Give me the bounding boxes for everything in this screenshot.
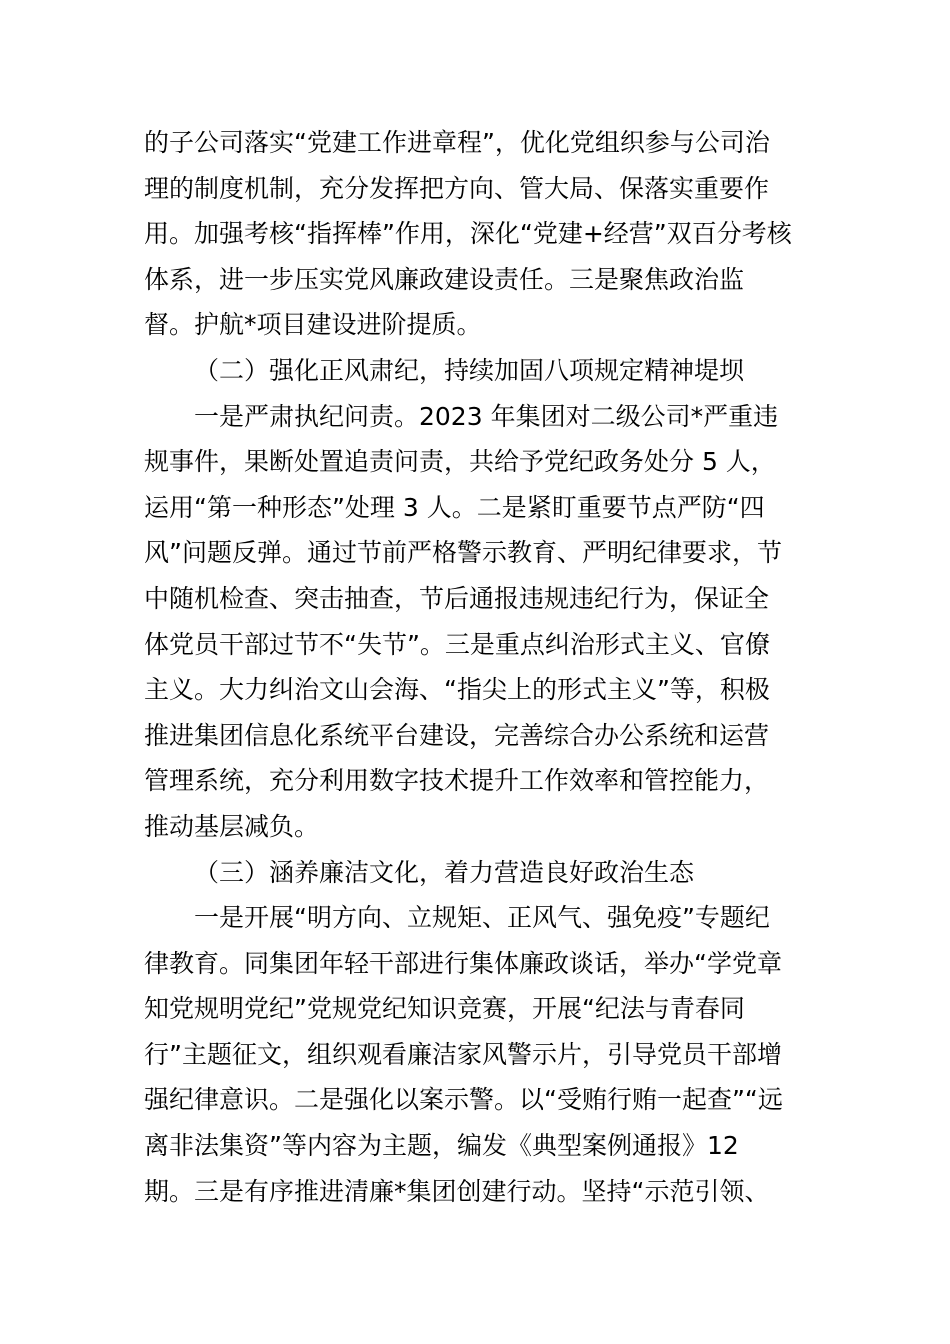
- text-line: 规事件，果断处置追责问责，共给予党纪政务处分 5 人，: [144, 447, 776, 477]
- text-line: 风”问题反弹。通过节前严格警示教育、严明纪律要求，节: [144, 538, 782, 568]
- text-line: 的子公司落实“党建工作进章程”，优化党组织参与公司治: [144, 128, 770, 157]
- text-line: 推动基层减负。: [144, 811, 320, 841]
- text-line: 知党规明党纪”党规党纪知识竞赛，开展“纪法与青春同: [144, 994, 745, 1024]
- text-line: 推进集团信息化系统平台建设，完善综合办公系统和运营: [144, 720, 770, 750]
- text-line: 中随机检查、突击抽查，节后通报违规违纪行为，保证全: [144, 583, 770, 613]
- section-heading-2: （二）强化正风肃纪，持续加固八项规定精神堤坝: [194, 355, 745, 385]
- text-line: 一是严肃执纪问责。2023 年集团对二级公司*严重违: [194, 401, 779, 431]
- text-line: 律教育。同集团年轻干部进行集体廉政谈话，举办“学党章: [144, 948, 782, 978]
- text-line: 理的制度机制，充分发挥把方向、管大局、保落实重要作: [144, 173, 770, 203]
- text-line: 督。护航*项目建设进阶提质。: [144, 310, 482, 340]
- text-line: 管理系统，充分利用数字技术提升工作效率和管控能力，: [144, 766, 770, 796]
- text-line: 离非法集资”等内容为主题，编发《典型案例通报》12: [144, 1131, 739, 1161]
- section-heading-3: （三）涵养廉洁文化，着力营造良好政治生态: [194, 857, 695, 887]
- text-line: 强纪律意识。二是强化以案示警。以“受贿行贿一起查”“远: [144, 1085, 783, 1115]
- text-line: 体党员干部过节不“失节”。三是重点纠治形式主义、官僚: [144, 629, 770, 659]
- text-line: 体系，进一步压实党风廉政建设责任。三是聚焦政治监: [144, 264, 745, 294]
- document-body: [144, 120, 814, 1214]
- text-line: 主义。大力纠治文山会海、“指尖上的形式主义”等，积极: [144, 675, 770, 705]
- text-line: 运用“第一种形态”处理 3 人。二是紧盯重要节点严防“四: [144, 492, 765, 522]
- text-line: 用。加强考核“指挥棒”作用，深化“党建+经营”双百分考核: [144, 219, 792, 249]
- text-line: 行”主题征文，组织观看廉洁家风警示片，引导党员干部增: [144, 1039, 782, 1069]
- text-line: 期。三是有序推进清廉*集团创建行动。坚持“示范引领、: [144, 1176, 770, 1206]
- text-line: 一是开展“明方向、立规矩、正风气、强免疫”专题纪: [194, 903, 770, 933]
